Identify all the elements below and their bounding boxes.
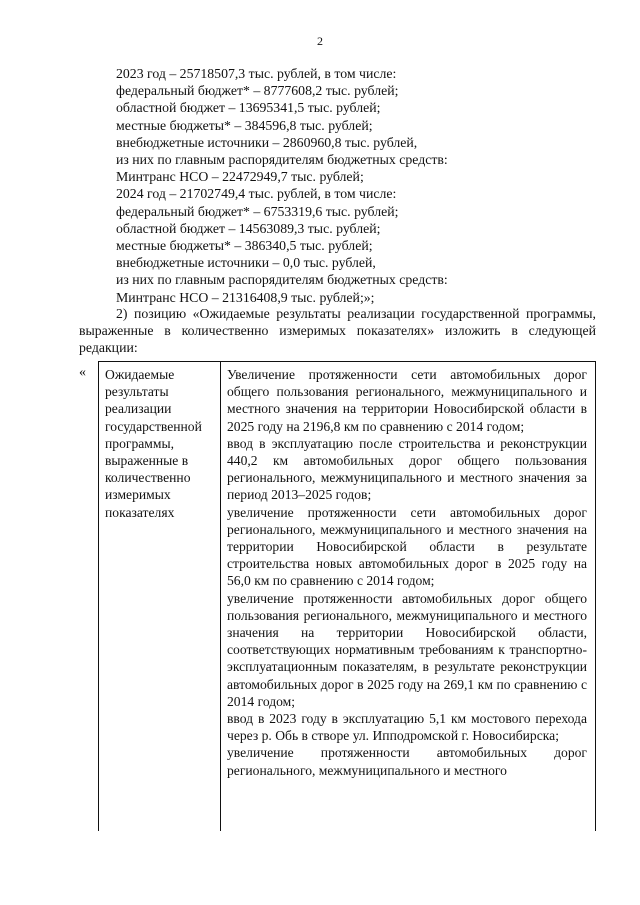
funding-line: областной бюджет – 14563089,3 тыс. рублей; xyxy=(116,220,381,236)
funding-line: федеральный бюджет* – 6753319,6 тыс. рублей; xyxy=(116,203,399,219)
funding-line: 2024 год – 21702749,4 тыс. рублей, в том числе: xyxy=(116,186,397,202)
funding-line: из них по главным распорядителям бюджетных средств: xyxy=(116,272,448,288)
results-table xyxy=(98,361,596,831)
result-item: ввод в эксплуатацию после строительства и реконструкции 440,2 км автомобильных дорог общего пользования регионального, межмуниципального и местного значения за период 2013–2025 годов; xyxy=(227,435,587,503)
funding-line: областной бюджет – 13695341,5 тыс. рублей; xyxy=(116,100,381,116)
funding-line: внебюджетные источники – 2860960,8 тыс. рублей, xyxy=(116,134,418,150)
funding-line: внебюджетные источники – 0,0 тыс. рублей, xyxy=(116,255,376,271)
funding-line: Минтранс НСО – 22472949,7 тыс. рублей; xyxy=(116,169,364,185)
page-number: 2 xyxy=(317,34,323,48)
funding-line: из них по главным распорядителям бюджетных средств: xyxy=(116,152,448,168)
funding-line: Минтранс НСО – 21316408,9 тыс. рублей;»; xyxy=(116,289,375,305)
opening-quote: « xyxy=(79,365,86,380)
funding-lines xyxy=(116,65,596,306)
result-item: увеличение протяженности автомобильных дорог общего пользования регионального, межмуниципального и местного значения на территории Новосибирской области, соответствующих нормативным требованиям к транспортно-эксплуатационным показателям, в результате реконструкции автомобильных дорог в 2025 году на 269,1 км по сравнению с 2014 годом; xyxy=(227,590,587,709)
funding-line: местные бюджеты* – 386340,5 тыс. рублей; xyxy=(116,238,373,254)
table-left-cell: Ожидаемые результаты реализации государственной программы, выраженные в количественно измеримых показателях xyxy=(99,362,221,831)
amendment-text: 2) позицию «Ожидаемые результаты реализации государственной программы, выраженные в количественно измеримых показателях» изложить в следующей редакции: xyxy=(79,306,596,356)
funding-line: федеральный бюджет* – 8777608,2 тыс. рублей; xyxy=(116,83,399,99)
funding-line: местные бюджеты* – 384596,8 тыс. рублей; xyxy=(116,117,373,133)
result-item: ввод в 2023 году в эксплуатацию 5,1 км мостового перехода через р. Обь в створе ул. Ипподромской г. Новосибирска; xyxy=(227,711,587,744)
table-right-cell xyxy=(221,362,595,831)
funding-line: 2023 год – 25718507,3 тыс. рублей, в том числе: xyxy=(116,66,397,81)
result-item: Увеличение протяженности сети автомобильных дорог общего пользования регионального, межмуниципального и местного значения на территории Новосибирской области в 2025 году на 2196,8 км по сравнению с 2014 годом; xyxy=(227,367,587,434)
amendment-paragraph xyxy=(79,305,596,357)
result-item: увеличение протяженности сети автомобильных дорог регионального, межмуниципального и местного значения на территории Новосибирской области в результате строительства новых автомобильных дорог в 2025 году на 56,0 км по сравнению с 2014 годом; xyxy=(227,504,587,589)
result-item: увеличение протяженности автомобильных дорог регионального, межмуниципального и местного xyxy=(227,745,587,778)
